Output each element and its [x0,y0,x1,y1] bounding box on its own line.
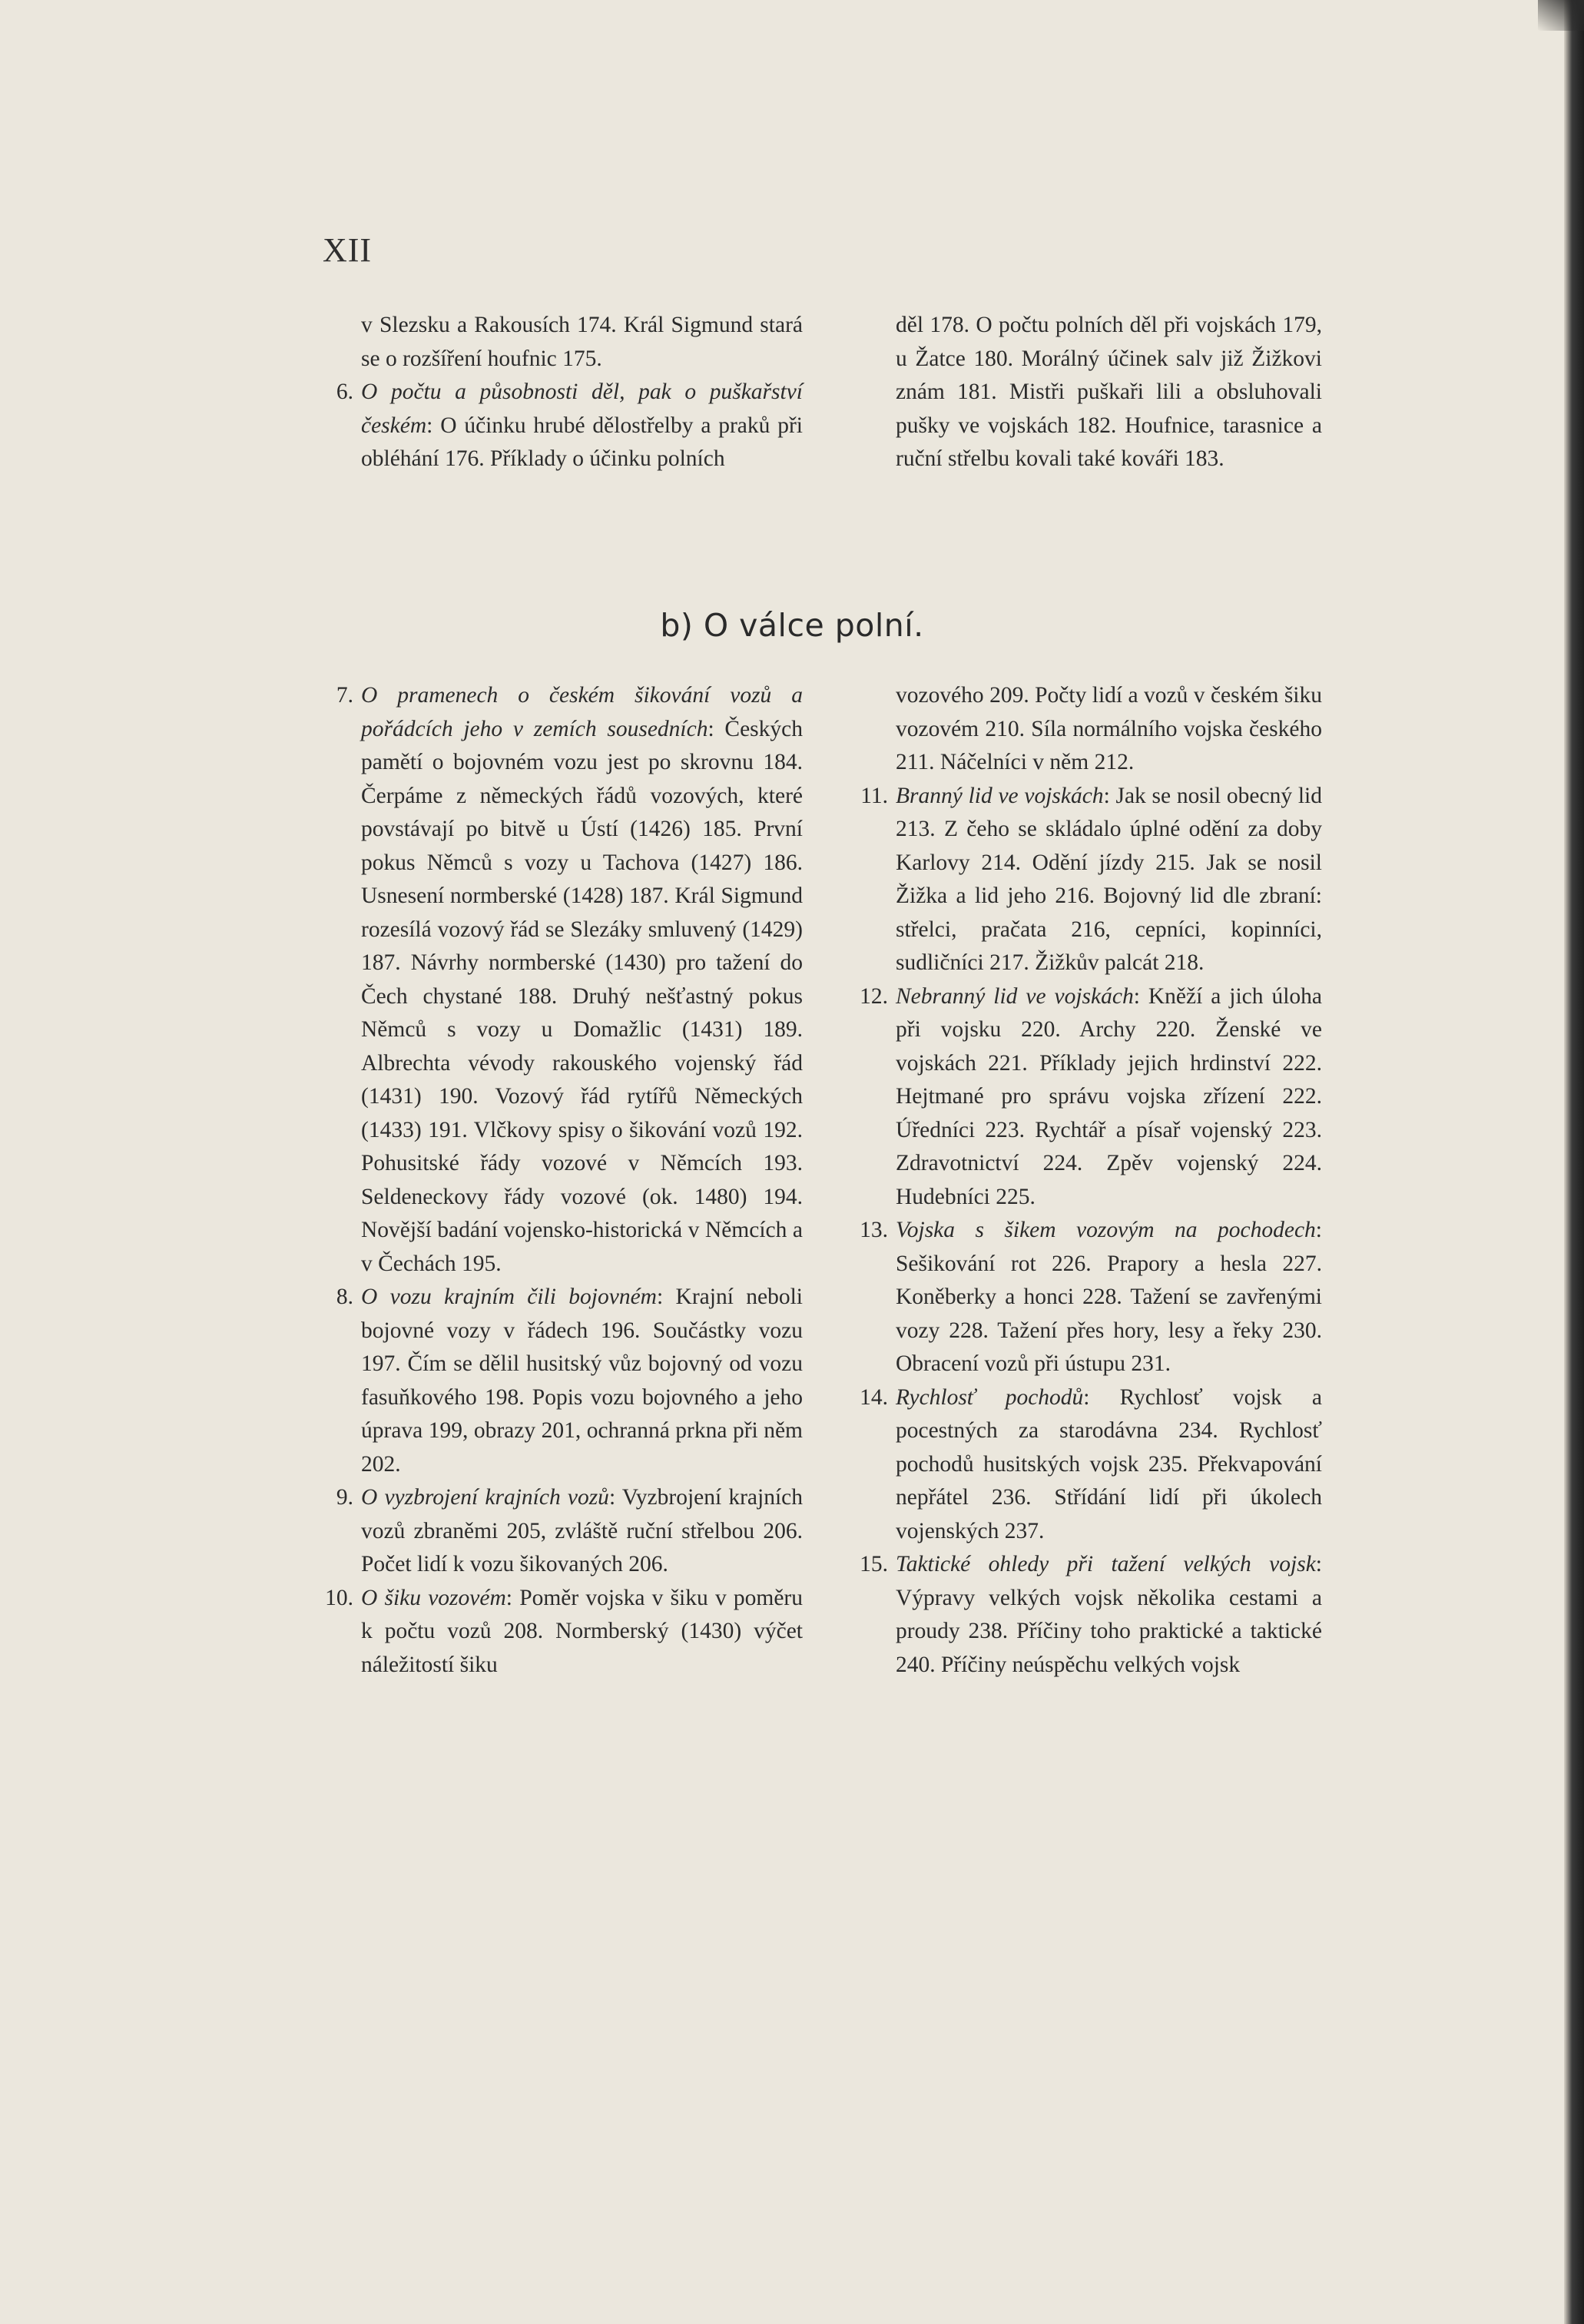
entry-text: : Poměr vojska v šiku v poměru k počtu vozů 208. Normberský (1430) výčet náležitostí šiku [361,1585,804,1677]
entry-title: Rychlosť pochodů [896,1384,1084,1410]
entry-text: : Jak se nosil obecný lid 213. Z čeho se skládalo úplné odění za doby Karlovy 214. Odění jízdy 215. Jak se nosil Žižka a lid jeho 216. Bojovný lid dle zbraní: střelci, pračata 216, cepníci, kopinníci, sudličníci 217. Žižkův palcát 218. [896,783,1322,975]
entry-number: 12. [860,983,888,1009]
top-right-column [896,309,1322,476]
continuation-text: vozového 209. Počty lidí a vozů v českém šiku vozovém 210. Síla normálního vojska českého 211. Náčelníci v něm 212. [896,683,1322,774]
toc-entry-11 [860,780,1322,980]
toc-entry-10 [325,1582,804,1682]
top-left-column [336,309,803,476]
entry-number: 10. [325,1585,353,1610]
continuation-text: v Slezsku a Rakousích 174. Král Sigmund stará se o rozšíření houfnic 175. [361,313,803,371]
entry-text: : Výpravy velkých vojsk několika cestami a proudy 238. Příčiny toho praktické a taktické 240. Příčiny neúspěchu velkých vojsk [896,1552,1322,1677]
entry-number: 8. [336,1285,353,1309]
entry-number: 11. [860,783,888,808]
page-edge-shadow [1564,0,1584,2324]
entry-title: O počtu a působnosti děl, pak o puškařství českém [361,380,803,438]
entry-title: Taktické ohledy při tažení velkých vojsk [896,1552,1316,1576]
toc-entry-6 [336,376,803,476]
page-number: XII [323,231,373,269]
toc-entry-8 [336,1281,803,1481]
toc-entry-14 [860,1381,1322,1549]
entry-text: : Vyzbrojení krajních vozů zbraněmi 205, zvláště ruční střelbou 206. Počet lidí k vozu šikovaných 206. [361,1485,803,1576]
entry-text: : Krajní neboli bojovné vozy v řádech 196. Součástky vozu 197. Čím se dělil husitský vůz bojovný od vozu fasuňkového 198. Popis vozu bojovného a jeho úprava 199, obrazy 201, ochranná prkna při něm 202. [361,1285,803,1477]
entry-text: : Rychlosť vojsk a pocestných za starodávna 234. Rychlosť pochodů husitských vojsk 235. Překvapování nepřátel 236. Střídání lidí při úkolech vojenských 237. [896,1384,1322,1543]
entry-title: O vyzbrojení krajních vozů [361,1485,609,1510]
entry-number: 13. [860,1218,888,1242]
entry-number: 6. [336,380,353,404]
toc-entry-7 [336,679,803,1281]
entry-number: 14. [860,1384,888,1410]
entry-title: Vojska s šikem vozovým na pochodech [896,1218,1316,1242]
entry-title: O vozu krajním čili bojovném [361,1285,657,1309]
page-corner-shadow [1538,0,1584,31]
entry-number: 15. [860,1552,888,1576]
continuation-text: děl 178. O počtu polních děl při vojskách 179, u Žatce 180. Morálný účinek salv již Žižkovi znám 181. Mistři puškaři lili a obsluhovali pušky ve vojskách 182. Houfnice, tarasnice a ruční střelbu kovali také kováři 183. [896,313,1322,471]
toc-entry-13 [860,1214,1322,1381]
entry-text: : Kněží a jich úloha při vojsku 220. Archy 220. Ženské ve vojskách 221. Příklady jejich hrdinství 222. Hejtmané pro správu vojska zřízení 222. Úředníci 223. Rychtář a písař vojenský 223. Zdravotnictví 224. Zpěv vojenský 224. Hudebníci 225. [896,983,1322,1209]
toc-entry-15 [860,1548,1322,1682]
toc-entry-9 [336,1481,803,1582]
entry-text: : Sešikování rot 226. Prapory a hesla 227. Koněberky a honci 228. Tažení se zavřenými vozy 228. Tažení přes hory, lesy a řeky 230. Obracení vozů při ústupu 231. [896,1218,1322,1376]
entry-number: 9. [336,1485,353,1510]
left-column [325,679,804,1682]
entry-title: Nebranný lid ve vojskách [896,983,1134,1009]
entry-text: : Českých pamětí o bojovném vozu jest po skrovnu 184. Čerpáme z německých řádů vozových, které povstávají po bitvě u Ústí (1426) 185. První pokus Němců s vozy u Tachova (1427) 186. Usnesení normberské (1428) 187. Král Sigmund rozesílá vozový řád se Slezáky smluvený (1429) 187. Návrhy normberské (1430) pro tažení do Čech chystané 188. Druhý nešťastný pokus Němců s vozy u Domažlic (1431) 189. Albrechta vévody rakouského vojenský řád (1431) 190. Vozový řád rytířů Německých (1433) 191. Vlčkovy spisy o šikování vozů 192. Pohusitské řády vozové v Němcích 193. Seldeneckovy řády vozové (ok. 1480) 194. Novější badání vojensko-historická v Němcích a v Čechách 195. [361,716,803,1276]
entry-title: O pramenech o českém šikování vozů a pořádcích jeho v zemích sousedních [361,683,803,741]
section-heading: b) O válce polní. [660,607,924,644]
toc-entry-12 [860,980,1322,1215]
entry-title: Branný lid ve vojskách [896,783,1104,808]
entry-number: 7. [336,683,353,708]
entry-text: : O účinku hrubé dělostřelby a praků při obléhání 176. Příklady o účinku polních [361,413,803,471]
entry-title: O šiku vozovém [361,1585,506,1610]
right-column [860,679,1322,1682]
